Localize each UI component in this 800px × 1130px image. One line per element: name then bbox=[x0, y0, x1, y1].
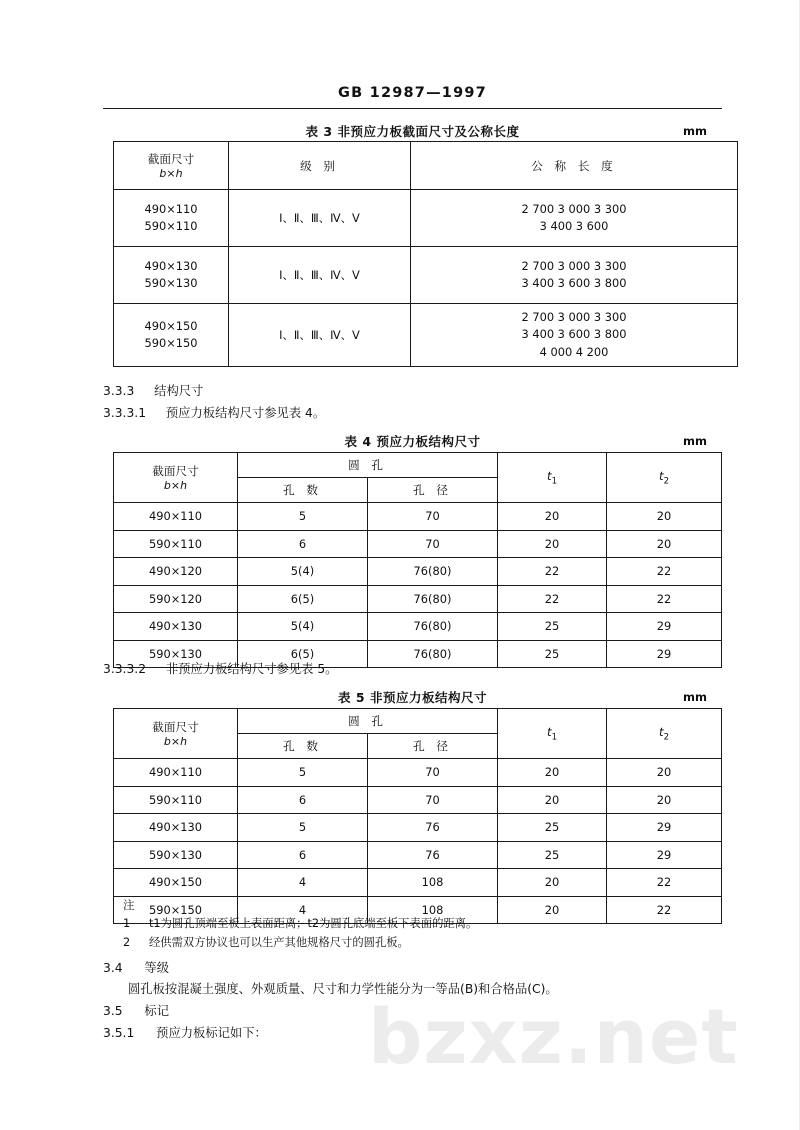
table3-length-line1: 2 700 3 000 3 300 bbox=[521, 258, 627, 273]
table4-cell-diameter: 70 bbox=[368, 530, 498, 558]
table5-header-t2: $t_2$ bbox=[607, 709, 722, 759]
table4-cell-diameter: 76(80) bbox=[368, 613, 498, 641]
table5-cell-size: 590×110 bbox=[114, 786, 238, 814]
table3-cell-grade: Ⅰ、Ⅱ、Ⅲ、Ⅳ、Ⅴ bbox=[229, 304, 411, 367]
table4-cell-size: 590×130 bbox=[114, 640, 238, 668]
table4-header-section-size-line2: b×h bbox=[163, 479, 188, 492]
table-row bbox=[114, 585, 722, 613]
table5-cell-t2: 20 bbox=[607, 759, 722, 787]
table5-cell-t2: 22 bbox=[607, 869, 722, 897]
section-3-5-number: 3.5 bbox=[103, 1004, 123, 1018]
table3-size-line2: 590×110 bbox=[144, 219, 198, 233]
table3-length-line1: 2 700 3 000 3 300 bbox=[521, 309, 627, 324]
note-1-text: t1为圆孔顶端至板上表面距离；t2为圆孔底端至板下表面的距离。 bbox=[149, 917, 478, 930]
table5-cell-size: 490×150 bbox=[114, 869, 238, 897]
section-3-3-3-2 bbox=[103, 661, 337, 678]
table3-cell-grade: Ⅰ、Ⅱ、Ⅲ、Ⅳ、Ⅴ bbox=[229, 247, 411, 304]
table-row bbox=[114, 503, 722, 531]
table5-cell-diameter: 76 bbox=[368, 841, 498, 869]
table3-length-line2: 3 400 3 600 3 800 bbox=[521, 327, 627, 342]
table4-cell-t1: 22 bbox=[498, 585, 607, 613]
table4-cell-diameter: 76(80) bbox=[368, 585, 498, 613]
table5-cell-t2: 29 bbox=[607, 841, 722, 869]
table4-header-section-size bbox=[114, 453, 238, 503]
table4-header-row-1 bbox=[114, 453, 722, 478]
table3-size-line1: 490×130 bbox=[144, 258, 198, 273]
note-item-1 bbox=[123, 915, 477, 931]
table4-cell-diameter: 70 bbox=[368, 503, 498, 531]
table3-size-line2: 590×150 bbox=[144, 336, 198, 350]
watermark-bzxz: bzxz.net bbox=[368, 992, 739, 1081]
note-1-index: 1 bbox=[123, 917, 131, 930]
table3-caption: 表 3 非预应力板截面尺寸及公称长度 bbox=[305, 124, 520, 139]
header-rule bbox=[103, 108, 722, 109]
table3-cell-size bbox=[114, 190, 229, 247]
section-3-5 bbox=[103, 1003, 169, 1020]
table5-header-hole-diameter: 孔 径 bbox=[368, 734, 498, 759]
section-3-3-3-2-number: 3.3.3.2 bbox=[103, 662, 147, 676]
table3-length-line1: 2 700 3 000 3 300 bbox=[521, 201, 627, 216]
table-row bbox=[114, 786, 722, 814]
section-3-3-3-2-text: 非预应力板结构尺寸参见表 5。 bbox=[165, 662, 338, 676]
table3-cell-size bbox=[114, 304, 229, 367]
standard-number: GB 12987—1997 bbox=[338, 85, 487, 101]
table4-cell-holes: 5 bbox=[238, 503, 368, 531]
table5-header-section-size-line1: 截面尺寸 bbox=[152, 720, 199, 734]
table4-cell-t2: 20 bbox=[607, 530, 722, 558]
table5-cell-t1: 25 bbox=[498, 814, 607, 842]
table5-header-section-size-line2: b×h bbox=[163, 735, 188, 748]
table4-header-hole-diameter: 孔 径 bbox=[368, 478, 498, 503]
section-3-3-3-1 bbox=[103, 405, 325, 422]
table5-cell-holes: 5 bbox=[238, 814, 368, 842]
table3-cell-grade: Ⅰ、Ⅱ、Ⅲ、Ⅳ、Ⅴ bbox=[229, 190, 411, 247]
table3-header-nominal-length: 公 称 长 度 bbox=[411, 142, 738, 190]
table5-cell-diameter: 70 bbox=[368, 786, 498, 814]
table3-cell-length bbox=[411, 247, 738, 304]
table3-length-line2: 3 400 3 600 3 800 bbox=[521, 276, 627, 290]
table-row bbox=[114, 814, 722, 842]
table-row bbox=[114, 190, 738, 247]
table5-cell-t2: 20 bbox=[607, 786, 722, 814]
table3-cell-size bbox=[114, 247, 229, 304]
table5-header-row-1 bbox=[114, 709, 722, 734]
table4-cell-size: 490×130 bbox=[114, 613, 238, 641]
table3-header-grade: 级 别 bbox=[229, 142, 411, 190]
table3-header-section-size-line1: 截面尺寸 bbox=[147, 152, 195, 166]
table5-cell-t2: 22 bbox=[607, 896, 722, 924]
table3-length-line3: 4 000 4 200 bbox=[539, 344, 609, 359]
table5-cell-size: 590×150 bbox=[114, 896, 238, 924]
table5-cell-holes: 4 bbox=[238, 896, 368, 924]
section-3-3-3 bbox=[103, 383, 203, 400]
table5-cell-t1: 20 bbox=[498, 869, 607, 897]
table-row bbox=[114, 530, 722, 558]
table5-header-t1: $t_1$ bbox=[498, 709, 607, 759]
table3-header-section-size-line2: b×h bbox=[159, 167, 183, 180]
table5-cell-diameter: 76 bbox=[368, 814, 498, 842]
table5-cell-holes: 4 bbox=[238, 869, 368, 897]
table4-cell-t1: 25 bbox=[498, 613, 607, 641]
table4-cell-t2: 22 bbox=[607, 558, 722, 586]
table5-cell-t1: 20 bbox=[498, 896, 607, 924]
section-3-5-1-text: 预应力板标记如下： bbox=[156, 1026, 267, 1040]
section-3-3-3-title: 结构尺寸 bbox=[154, 384, 204, 398]
table5-cell-diameter: 70 bbox=[368, 759, 498, 787]
table3-unit: mm bbox=[683, 124, 707, 138]
table3-cell-length bbox=[411, 190, 738, 247]
table3-header-row bbox=[114, 142, 738, 190]
table5-header-section-size bbox=[114, 709, 238, 759]
table5-cell-holes: 5 bbox=[238, 759, 368, 787]
table5-cell-t1: 25 bbox=[498, 841, 607, 869]
table3-size-line1: 490×110 bbox=[144, 201, 198, 216]
table4-header-t1: $t_1$ bbox=[498, 453, 607, 503]
table-row bbox=[114, 841, 722, 869]
table4-header-hole-count: 孔 数 bbox=[238, 478, 368, 503]
table-row bbox=[114, 869, 722, 897]
table4-cell-t1: 22 bbox=[498, 558, 607, 586]
table4-cell-holes: 5(4) bbox=[238, 613, 368, 641]
table5-cell-t1: 20 bbox=[498, 786, 607, 814]
section-3-4 bbox=[103, 960, 169, 977]
table4-caption: 表 4 预应力板结构尺寸 bbox=[344, 434, 481, 449]
table5-cell-diameter: 108 bbox=[368, 869, 498, 897]
table-row bbox=[114, 247, 738, 304]
section-3-3-3-number: 3.3.3 bbox=[103, 384, 135, 398]
table4-cell-size: 590×110 bbox=[114, 530, 238, 558]
section-3-3-3-1-text: 预应力板结构尺寸参见表 4。 bbox=[165, 406, 326, 420]
table4-cell-t2: 20 bbox=[607, 503, 722, 531]
table3-cell-length bbox=[411, 304, 738, 367]
table4-cell-holes: 6(5) bbox=[238, 585, 368, 613]
note-item-2 bbox=[123, 934, 409, 950]
table4-cell-holes: 5(4) bbox=[238, 558, 368, 586]
table3-header-section-size bbox=[114, 142, 229, 190]
table5-header-round-hole: 圆 孔 bbox=[238, 709, 498, 734]
note-2-text: 经供需双方协议也可以生产其他规格尺寸的圆孔板。 bbox=[149, 936, 409, 949]
table4-cell-t1: 20 bbox=[498, 503, 607, 531]
table4-cell-diameter: 76(80) bbox=[368, 640, 498, 668]
table4-cell-size: 490×120 bbox=[114, 558, 238, 586]
table3-size-line2: 590×130 bbox=[144, 276, 198, 290]
table-row bbox=[114, 558, 722, 586]
table5-caption: 表 5 非预应力板结构尺寸 bbox=[338, 690, 487, 705]
table-4 bbox=[113, 452, 722, 668]
table5-cell-t1: 20 bbox=[498, 759, 607, 787]
section-3-4-body: 圆孔板按混凝土强度、外观质量、尺寸和力学性能分为一等品(B)和合格品(C)。 bbox=[128, 982, 558, 996]
table4-cell-t2: 29 bbox=[607, 640, 722, 668]
table4-cell-diameter: 76(80) bbox=[368, 558, 498, 586]
table5-cell-holes: 6 bbox=[238, 786, 368, 814]
section-3-5-1-number: 3.5.1 bbox=[103, 1026, 135, 1040]
table3-length-line2: 3 400 3 600 bbox=[539, 219, 609, 233]
section-3-3-3-1-number: 3.3.3.1 bbox=[103, 406, 147, 420]
table4-header-section-size-line1: 截面尺寸 bbox=[152, 464, 199, 478]
table5-header-hole-count: 孔 数 bbox=[238, 734, 368, 759]
table5-cell-holes: 6 bbox=[238, 841, 368, 869]
table-3 bbox=[113, 141, 738, 367]
page-header bbox=[103, 84, 722, 102]
table5-cell-t2: 29 bbox=[607, 814, 722, 842]
section-3-4-title: 等级 bbox=[144, 961, 170, 975]
table4-cell-holes: 6(5) bbox=[238, 640, 368, 668]
table5-unit: mm bbox=[683, 690, 707, 704]
table-row bbox=[114, 613, 722, 641]
table3-size-line1: 490×150 bbox=[144, 318, 198, 333]
table-row bbox=[114, 304, 738, 367]
table-5 bbox=[113, 708, 722, 924]
section-3-5-1 bbox=[103, 1025, 267, 1042]
table4-cell-t2: 22 bbox=[607, 585, 722, 613]
table5-cell-size: 490×130 bbox=[114, 814, 238, 842]
table-row bbox=[114, 759, 722, 787]
table4-cell-t1: 25 bbox=[498, 640, 607, 668]
table5-cell-size: 590×130 bbox=[114, 841, 238, 869]
notes-label: 注 bbox=[123, 898, 135, 912]
table4-cell-size: 490×110 bbox=[114, 503, 238, 531]
table4-cell-size: 590×120 bbox=[114, 585, 238, 613]
table4-header-t2: $t_2$ bbox=[607, 453, 722, 503]
section-3-5-title: 标记 bbox=[144, 1004, 170, 1018]
section-3-4-number: 3.4 bbox=[103, 961, 123, 975]
table4-cell-holes: 6 bbox=[238, 530, 368, 558]
table4-unit: mm bbox=[683, 434, 707, 448]
table4-cell-t2: 29 bbox=[607, 613, 722, 641]
table5-cell-diameter: 108 bbox=[368, 896, 498, 924]
table4-cell-t1: 20 bbox=[498, 530, 607, 558]
table5-cell-size: 490×110 bbox=[114, 759, 238, 787]
table4-header-round-hole: 圆 孔 bbox=[238, 453, 498, 478]
note-2-index: 2 bbox=[123, 936, 131, 949]
